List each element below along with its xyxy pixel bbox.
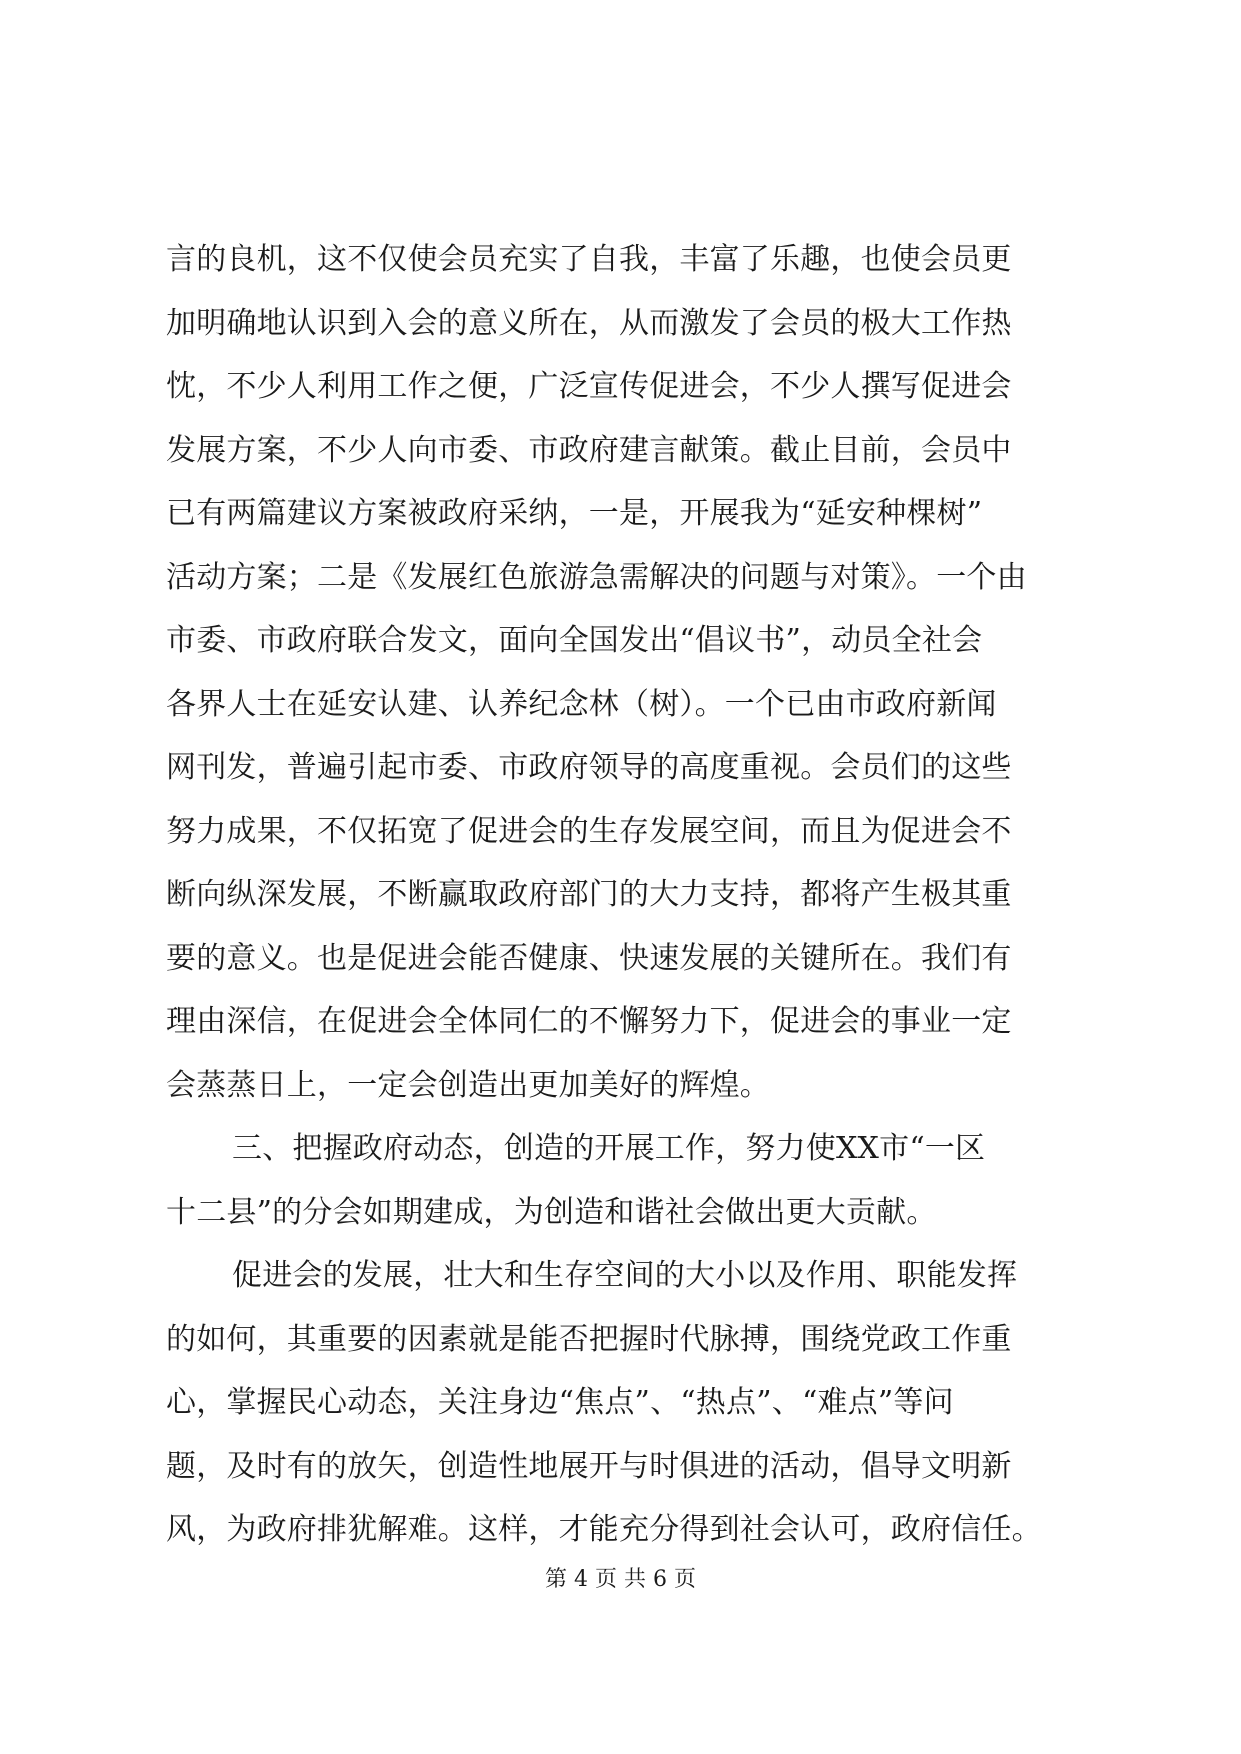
text-line: 活动方案；二是《发展红色旅游急需解决的问题与对策》。一个由	[166, 559, 1027, 595]
text-line: 促进会的发展，壮大和生存空间的大小以及作用、职能发挥	[232, 1258, 1018, 1293]
text-line: 会蒸蒸日上，一定会创造出更加美好的辉煌。	[166, 1067, 770, 1103]
text-line: 言的良机，这不仅使会员充实了自我，丰富了乐趣，也使会员更	[166, 242, 1012, 277]
text-line: 网刊发，普遍引起市委、市政府领导的高度重视。会员们的这些	[166, 750, 1012, 785]
text-line: 已有两篇建议方案被政府采纳，一是，开展我为“延安种棵树”	[166, 496, 983, 531]
text-line: 的如何，其重要的因素就是能否把握时代脉搏，围绕党政工作重	[166, 1321, 1012, 1357]
section-heading-line: 三、把握政府动态，创造的开展工作，努力使XX市“一区	[232, 1131, 986, 1166]
body-text	[166, 228, 1076, 1562]
text-line: 理由深信，在促进会全体同仁的不懈努力下，促进会的事业一定	[166, 1004, 1012, 1039]
text-line: 要的意义。也是促进会能否健康、快速发展的关键所在。我们有	[166, 940, 1012, 976]
text-line: 风，为政府排犹解难。这样，才能充分得到社会认可，政府信任。	[166, 1512, 1042, 1547]
text-line: 努力成果，不仅拓宽了促进会的生存发展空间，而且为促进会不	[166, 813, 1012, 849]
text-line: 心，掌握民心动态，关注身边“焦点”、“热点”、“难点”等问	[166, 1385, 954, 1420]
text-line: 题，及时有的放矢，创造性地展开与时俱进的活动，倡导文明新	[166, 1448, 1012, 1484]
text-line: 市委、市政府联合发文，面向全国发出“倡议书”，动员全社会	[166, 623, 983, 658]
section-heading-line: 十二县”的分会如期建成，为创造和谐社会做出更大贡献。	[166, 1194, 937, 1230]
text-line: 断向纵深发展，不断赢取政府部门的大力支持，都将产生极其重	[166, 877, 1012, 912]
text-line: 各界人士在延安认建、认养纪念林（树）。一个已由市政府新闻	[166, 686, 997, 722]
page-number-footer: 第 4 页 共 6 页	[545, 1567, 696, 1592]
text-line: 加明确地认识到入会的意义所在，从而激发了会员的极大工作热	[166, 305, 1012, 341]
text-line: 忱，不少人利用工作之便，广泛宣传促进会，不少人撰写促进会	[166, 369, 1012, 404]
text-line: 发展方案，不少人向市委、市政府建言献策。截止目前，会员中	[166, 432, 1012, 468]
